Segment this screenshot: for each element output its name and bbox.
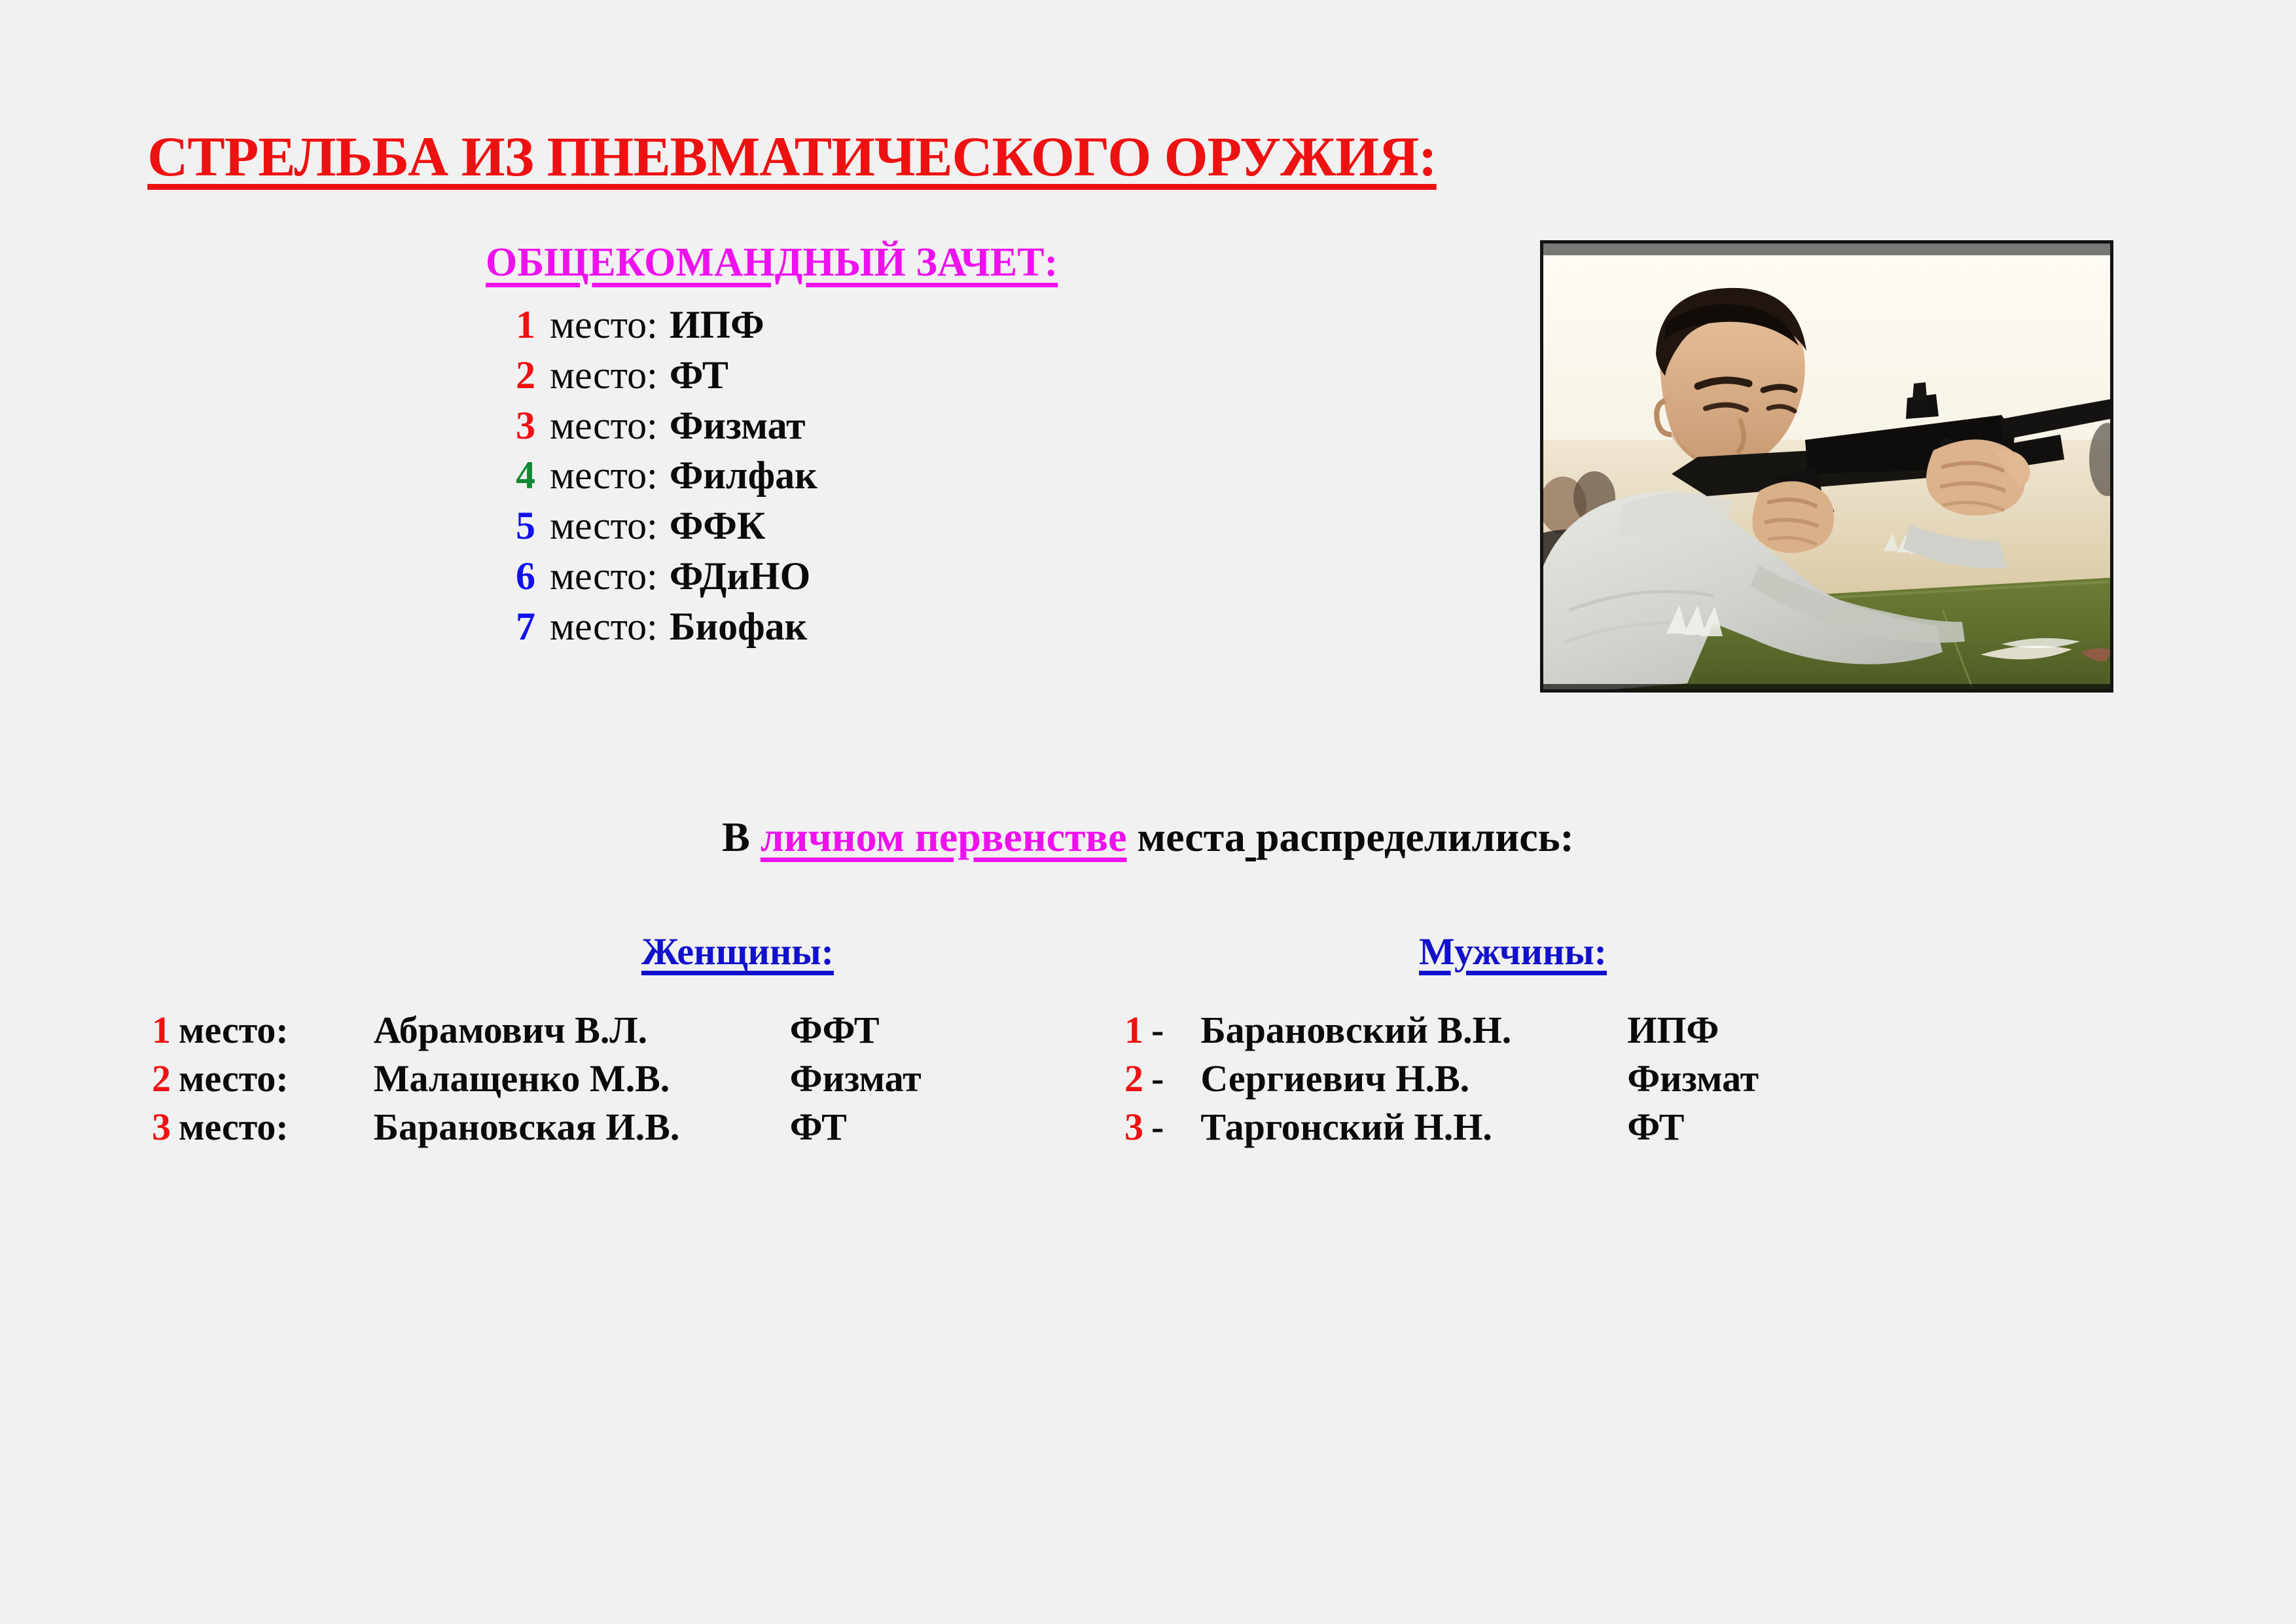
women-rank-number: 1 [152, 1009, 171, 1051]
team-faculty-name: ФДиНО [669, 554, 811, 598]
women-place-label: место: [179, 1057, 289, 1100]
individual-results-heading [0, 813, 2296, 861]
team-faculty-name: Филфак [669, 454, 817, 497]
team-standings-row [516, 401, 1271, 451]
team-place-label: место: [550, 353, 658, 397]
women-rank-number: 3 [152, 1106, 171, 1148]
women-faculty-name: Физмат [789, 1057, 922, 1100]
women-column-title: Женщины: [641, 930, 834, 973]
men-rank-number: 2 [1124, 1057, 1143, 1100]
team-rank-number: 1 [516, 303, 535, 346]
table-row [1124, 1011, 1759, 1060]
team-place-label: место: [550, 504, 658, 548]
team-standings-row [516, 450, 1271, 501]
men-rank-dash: - [1151, 1106, 1164, 1148]
team-standings-row [516, 350, 1271, 401]
team-place-label: место: [550, 604, 658, 648]
team-faculty-name: ФФК [669, 504, 766, 548]
table-row [152, 1108, 922, 1157]
men-participant-name: Барановский В.Н. [1200, 1009, 1512, 1051]
team-faculty-name: ИПФ [669, 303, 764, 346]
men-results-table [1124, 1011, 1759, 1157]
team-standings-row [516, 300, 1271, 350]
men-faculty-name: Физмат [1627, 1057, 1759, 1100]
individual-heading-highlight: личном первенстве [760, 814, 1127, 860]
men-participant-name: Сергиевич Н.В. [1200, 1057, 1470, 1100]
men-participant-name: Таргонский Н.Н. [1200, 1106, 1492, 1148]
shooting-photo-image [1543, 244, 2110, 689]
women-participant-name: Абрамович В.Л. [373, 1009, 648, 1051]
women-faculty-name: ФФТ [789, 1009, 880, 1051]
table-row [152, 1060, 922, 1108]
team-faculty-name: Физмат [669, 403, 806, 447]
team-rank-number: 3 [516, 403, 535, 447]
page-title: СТРЕЛЬБА ИЗ ПНЕВМАТИЧЕСКОГО ОРУЖИЯ: [147, 125, 1437, 188]
team-rank-number: 2 [516, 353, 535, 397]
individual-heading-tail: места [1126, 814, 1246, 860]
team-standings-block [486, 242, 1271, 652]
team-faculty-name: Биофак [669, 604, 808, 648]
women-results-table [152, 1011, 922, 1157]
team-place-label: место: [550, 403, 658, 447]
women-place-label: место: [179, 1009, 289, 1051]
team-rank-number: 4 [516, 454, 535, 497]
table-row [1124, 1060, 1759, 1108]
women-rank-number: 2 [152, 1057, 171, 1100]
men-rank-dash: - [1151, 1009, 1164, 1051]
rifle-shooter-illustration [1543, 244, 2110, 689]
team-standings-row [516, 551, 1271, 602]
men-column-title: Мужчины: [1419, 930, 1607, 973]
women-participant-name: Барановская И.В. [373, 1106, 680, 1148]
men-rank-dash: - [1151, 1057, 1164, 1100]
individual-heading-gap [1246, 814, 1256, 860]
team-place-label: место: [550, 303, 658, 346]
team-place-label: место: [550, 554, 658, 598]
team-rank-number: 6 [516, 554, 535, 598]
team-rank-number: 7 [516, 604, 535, 648]
women-place-label: место: [179, 1106, 289, 1148]
team-faculty-name: ФТ [669, 353, 728, 397]
men-faculty-name: ФТ [1627, 1106, 1685, 1148]
men-rank-number: 1 [1124, 1009, 1143, 1051]
table-row [152, 1011, 922, 1060]
individual-heading-tail2: распределились: [1255, 814, 1574, 860]
team-standings-heading: ОБЩЕКОМАНДНЫЙ ЗАЧЕТ: [486, 240, 1058, 285]
team-place-label: место: [550, 454, 658, 497]
team-rank-number: 5 [516, 504, 535, 548]
women-participant-name: Малащенко М.В. [373, 1057, 670, 1100]
shooting-photo [1540, 240, 2113, 693]
men-faculty-name: ИПФ [1627, 1009, 1719, 1051]
women-faculty-name: ФТ [789, 1106, 847, 1148]
team-standings-row [516, 501, 1271, 551]
team-standings-list [516, 300, 1271, 652]
individual-heading-lead: В [722, 814, 761, 860]
table-row [1124, 1108, 1759, 1157]
men-rank-number: 3 [1124, 1106, 1143, 1148]
team-standings-row [516, 602, 1271, 652]
